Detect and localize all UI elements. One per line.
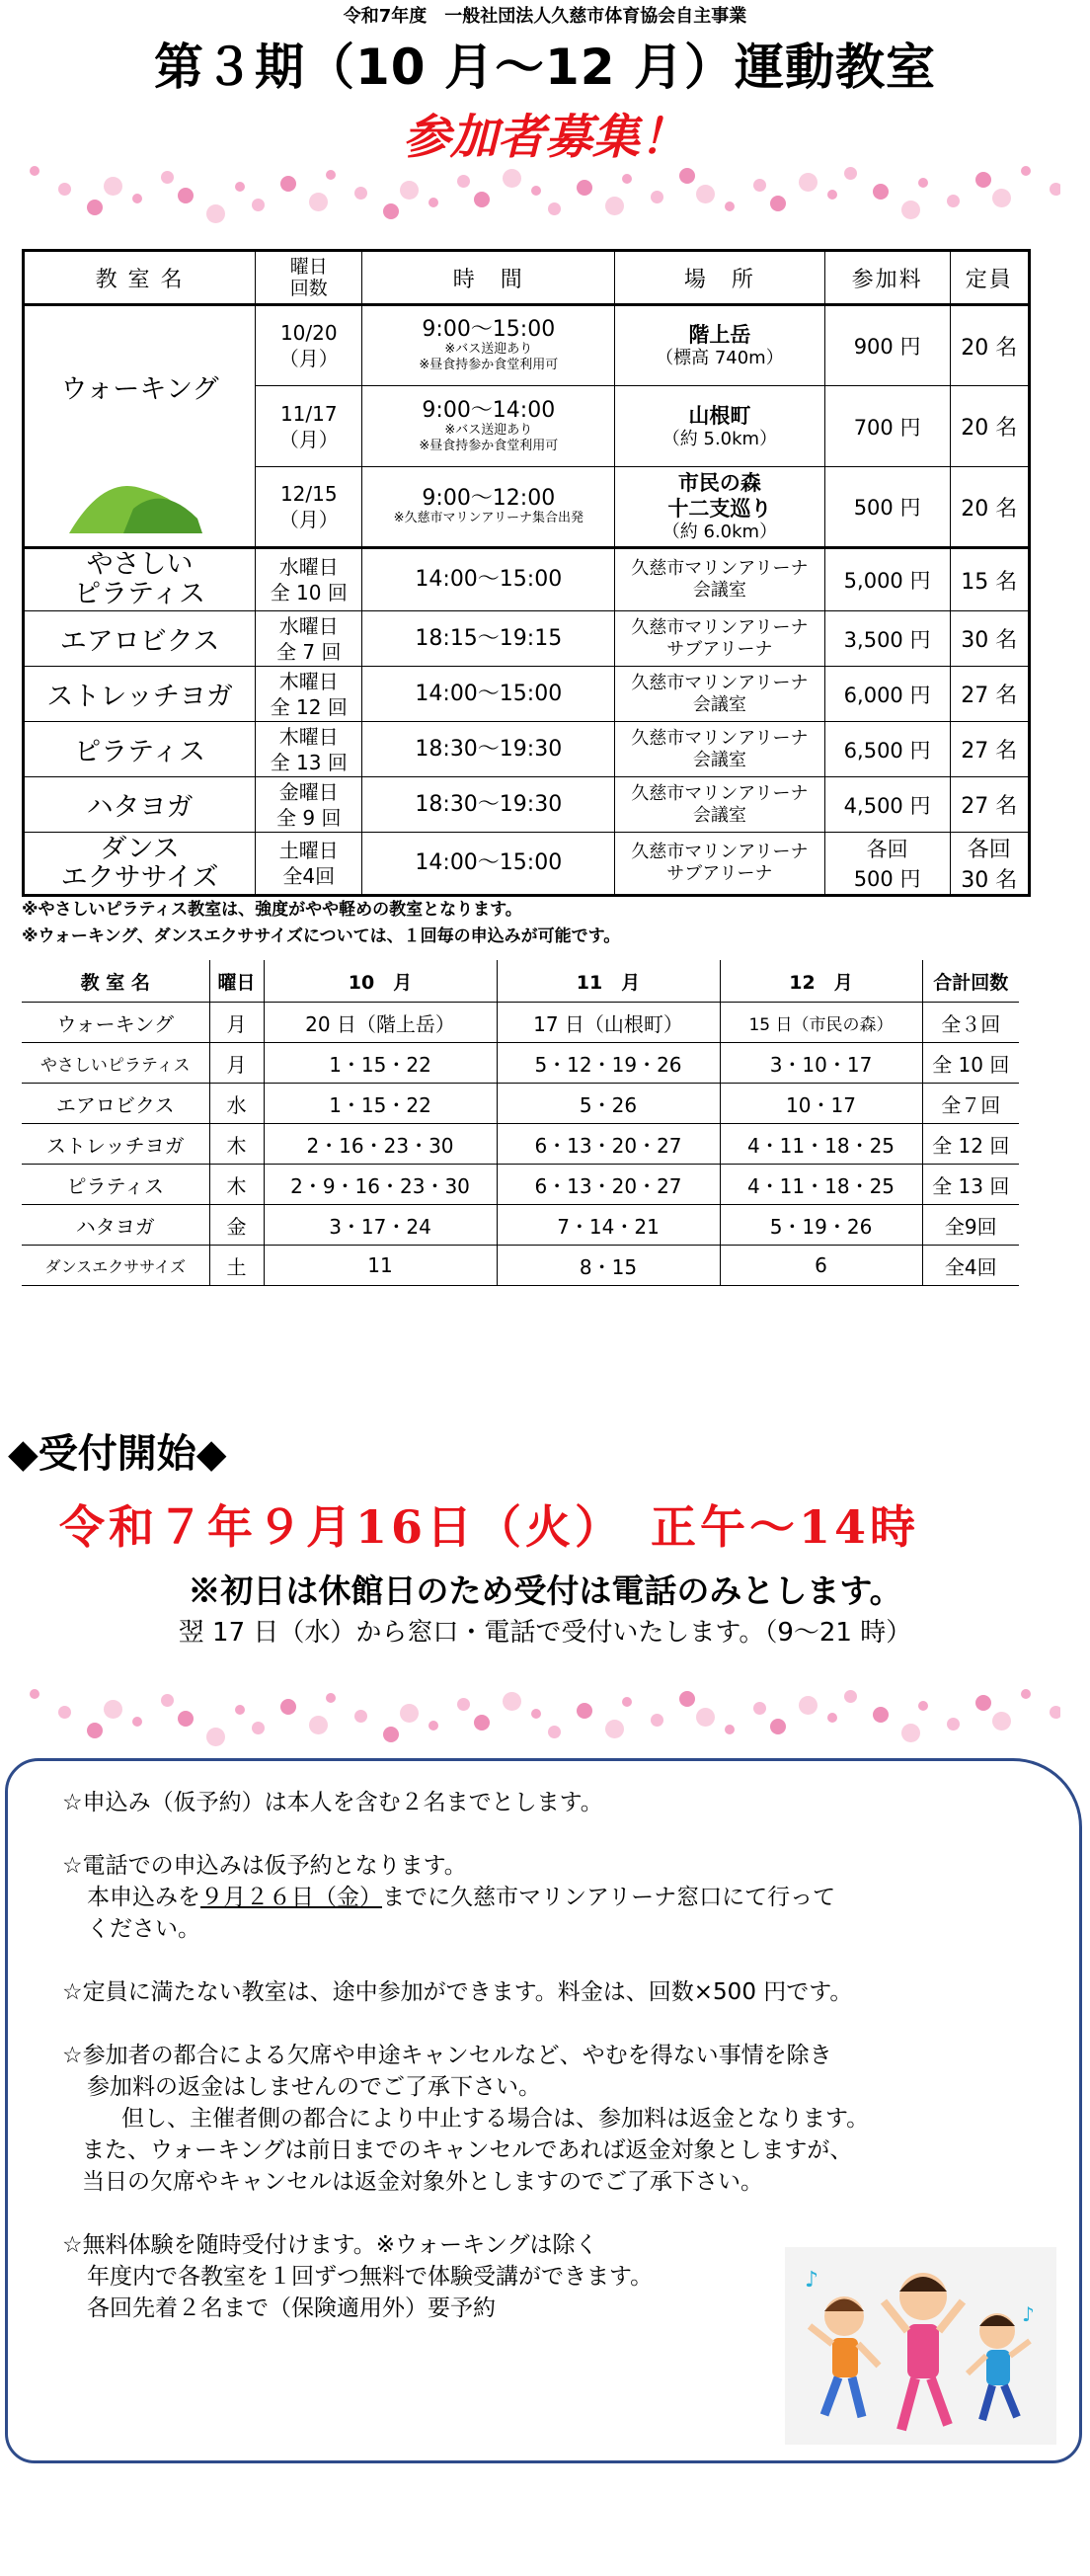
reception-note: ※初日は休館日のため受付は電話のみとします。: [188, 1571, 902, 1610]
flower-icon: [58, 1706, 71, 1719]
flower-icon: [503, 1692, 521, 1711]
table-row: [24, 667, 1030, 722]
info-line: 各回先着２名まで（保険適用外）要予約: [87, 2295, 496, 2321]
cell: 8・15: [497, 1246, 720, 1286]
flower-icon: [947, 1718, 960, 1731]
class-day: 水曜日 全 7 回: [256, 611, 362, 667]
walk1-day: 10/20 （月）: [256, 305, 362, 386]
flower-icon: [770, 1719, 786, 1734]
class-cap: 27 名: [950, 722, 1030, 777]
cell: 1・15・22: [264, 1043, 497, 1084]
class-cap: 27 名: [950, 667, 1030, 722]
cell: 全７回: [922, 1084, 1019, 1124]
cell: 5・26: [497, 1084, 720, 1124]
flower-icon: [1021, 166, 1031, 176]
walking-cell: [24, 305, 256, 548]
flower-icon: [799, 173, 818, 192]
cell: エアロビクス: [22, 1084, 209, 1124]
flower-icon: [206, 1728, 225, 1746]
class-fee: 3,500 円: [824, 611, 950, 667]
flower-icon: [30, 166, 39, 176]
class-name: やさしい ピラティス: [24, 548, 256, 611]
flower-icon: [679, 168, 695, 184]
page-subtitle: 参加者募集！: [402, 110, 687, 165]
flower-icon: [753, 179, 766, 192]
header-org: 令和7年度 一般社団法人久慈市体育協会自主事業: [343, 6, 747, 27]
flower-icon: [992, 1712, 1011, 1731]
class-time: 14:00～15:00: [362, 833, 615, 896]
class-day: 木曜日 全 13 回: [256, 722, 362, 777]
table-row: [24, 833, 1030, 896]
flower-icon: [400, 1704, 419, 1723]
flower-icon: [827, 190, 837, 200]
flower-icon: [844, 167, 857, 180]
cell: 土: [209, 1246, 264, 1286]
walk2-day: 11/17 （月）: [256, 386, 362, 467]
flower-icon: [104, 1700, 122, 1719]
table-row: [24, 305, 1030, 386]
flower-icon: [696, 1708, 715, 1727]
flower-icon: [577, 180, 592, 196]
cell: 6: [720, 1246, 922, 1286]
flower-icon: [474, 192, 490, 207]
info-line: 本申込みを９月２６日（金）までに久慈市マリンアリーナ窓口にて行って: [87, 1885, 836, 1910]
flower-icon: [799, 1696, 818, 1715]
class-place: 久慈市マリンアリーナ 会議室: [615, 777, 824, 833]
cell: 全4回: [922, 1246, 1019, 1286]
class-time: 14:00～15:00: [362, 548, 615, 611]
cell: 3・10・17: [720, 1043, 922, 1084]
walk1-place: 階上岳 （標高 740m）: [615, 305, 824, 386]
flower-icon: [605, 197, 624, 215]
class-place: 久慈市マリンアリーナ サブアリーナ: [615, 611, 824, 667]
table-row: [22, 1246, 1019, 1286]
walk3-place: 市民の森 十二支巡り （約 6.0km）: [615, 467, 824, 548]
info-line: また、ウォーキングは前日までのキャンセルであれば返金対象としますが、: [82, 2137, 853, 2163]
walk2-fee: 700 円: [824, 386, 950, 467]
cell: 月: [209, 1003, 264, 1043]
class-place: 久慈市マリンアリーナ 会議室: [615, 722, 824, 777]
cell: 2・9・16・23・30: [264, 1165, 497, 1205]
flower-icon: [696, 185, 715, 203]
flower-icon: [326, 170, 336, 180]
flower-icon: [280, 1699, 296, 1715]
table-row: [24, 548, 1030, 611]
class-cap: 各回 30 名: [950, 833, 1030, 896]
th2-oct: 10 月: [264, 960, 497, 1003]
info-line: ☆定員に満たない教室は、途中参加ができます。料金は、回数×500 円です。: [62, 1979, 853, 2005]
flower-icon: [354, 187, 367, 200]
class-time: 14:00～15:00: [362, 667, 615, 722]
cell: 全9回: [922, 1205, 1019, 1246]
page-title: 第３期（10 月～12 月）運動教室: [154, 39, 936, 96]
cell: 5・19・26: [720, 1205, 922, 1246]
flower-icon: [918, 178, 928, 188]
cell: 水: [209, 1084, 264, 1124]
flower-icon: [844, 1690, 857, 1703]
info-line: 年度内で各教室を１回ずつ無料で体験受講ができます。: [87, 2264, 654, 2290]
reception-heading: ◆受付開始◆: [8, 1431, 227, 1477]
th-time: 時 間: [362, 251, 615, 305]
flower-icon: [383, 1727, 399, 1742]
cell: 4・11・18・25: [720, 1124, 922, 1165]
th2-dec: 12 月: [720, 960, 922, 1003]
cell: 全３回: [922, 1003, 1019, 1043]
flower-icon: [280, 176, 296, 192]
cell: ピラティス: [22, 1165, 209, 1205]
flower-icon: [548, 202, 561, 215]
class-fee: 6,000 円: [824, 667, 950, 722]
flower-icon: [457, 175, 470, 188]
walk3-time: 9:00～12:00 ※久慈市マリンアリーナ集合出発: [362, 467, 615, 548]
class-day: 金曜日 全 9 回: [256, 777, 362, 833]
walk3-day: 12/15 （月）: [256, 467, 362, 548]
cell: 17 日（山根町）: [497, 1003, 720, 1043]
cell: 月: [209, 1043, 264, 1084]
class-day: 土曜日 全4回: [256, 833, 362, 896]
th2-total: 合計回数: [922, 960, 1019, 1003]
hill-icon: [64, 469, 212, 538]
cell: 20 日（階上岳）: [264, 1003, 497, 1043]
cell: やさしいピラティス: [22, 1043, 209, 1084]
class-cap: 15 名: [950, 548, 1030, 611]
flower-icon: [132, 194, 142, 203]
flower-icon: [679, 1691, 695, 1707]
walk2-place: 山根町 （約 5.0km）: [615, 386, 824, 467]
table-row: [22, 1124, 1019, 1165]
flower-icon: [651, 191, 663, 203]
class-time: 18:30～19:30: [362, 777, 615, 833]
flower-icon: [725, 1725, 735, 1734]
flower-icon: [770, 196, 786, 211]
cell: ダンスエクササイズ: [22, 1246, 209, 1286]
table-row: [22, 1084, 1019, 1124]
flower-icon: [178, 1711, 194, 1727]
flower-icon: [87, 1723, 103, 1738]
svg-text:♪: ♪: [1022, 2302, 1035, 2326]
flower-icon: [457, 1698, 470, 1711]
flower-icon: [132, 1717, 142, 1727]
class-schedule-table: [22, 249, 1031, 897]
flower-icon: [503, 169, 521, 188]
info-line: ☆参加者の都合による欠席や申途キャンセルなど、やむを得ない事情を除き: [62, 2043, 832, 2068]
th-capacity: 定員: [950, 251, 1030, 305]
info-line: ください。: [87, 1916, 200, 1942]
class-name: ピラティス: [24, 722, 256, 777]
flower-icon: [354, 1710, 367, 1723]
flower-icon: [383, 203, 399, 219]
flower-icon: [58, 183, 71, 196]
flower-border-bottom: [30, 1689, 1060, 1748]
cell: ハタヨガ: [22, 1205, 209, 1246]
class-place: 久慈市マリンアリーナ 会議室: [615, 667, 824, 722]
cell: 木: [209, 1165, 264, 1205]
flower-icon: [161, 171, 174, 184]
cell: 15 日（市民の森）: [720, 1003, 922, 1043]
note-line: ※ウォーキング、ダンスエクササイズについては、１回毎の申込みが可能です。: [22, 926, 621, 946]
flower-icon: [901, 201, 920, 219]
info-line: ☆電話での申込みは仮予約となります。: [62, 1853, 467, 1879]
flower-icon: [873, 1707, 889, 1723]
class-cap: 27 名: [950, 777, 1030, 833]
flower-icon: [1050, 1706, 1060, 1719]
reception-date: 令和７年９月16日（火） 正午～14時: [59, 1500, 920, 1554]
class-name: ダンス エクササイズ: [24, 833, 256, 896]
cell: 全 13 回: [922, 1165, 1019, 1205]
flower-icon: [901, 1724, 920, 1742]
flower-icon: [873, 184, 889, 200]
flower-icon: [87, 200, 103, 215]
th2-nov: 11 月: [497, 960, 720, 1003]
flower-icon: [918, 1701, 928, 1711]
class-place: 久慈市マリンアリーナ サブアリーナ: [615, 833, 824, 896]
class-fee: 6,500 円: [824, 722, 950, 777]
flower-icon: [206, 204, 225, 223]
dancing-people-illustration: [785, 2247, 1056, 2445]
flower-icon: [252, 199, 265, 211]
info-line: 参加料の返金はしませんのでご了承下さい。: [87, 2074, 541, 2100]
cell: 5・12・19・26: [497, 1043, 720, 1084]
class-place: 久慈市マリンアリーナ 会議室: [615, 548, 824, 611]
flower-icon: [725, 201, 735, 211]
th2-day: 曜日: [209, 960, 264, 1003]
walk1-cap: 20 名: [950, 305, 1030, 386]
flower-icon: [326, 1693, 336, 1703]
cell: 10・17: [720, 1084, 922, 1124]
flower-border-top: [30, 166, 1060, 225]
flower-icon: [975, 1695, 991, 1711]
cell: 3・17・24: [264, 1205, 497, 1246]
flower-icon: [400, 181, 419, 200]
cell: 6・13・20・27: [497, 1124, 720, 1165]
walk1-fee: 900 円: [824, 305, 950, 386]
class-fee: 各回 500 円: [824, 833, 950, 896]
flower-icon: [428, 1721, 438, 1731]
table-header-row: [22, 960, 1019, 1003]
flower-icon: [30, 1689, 39, 1699]
cell: 11: [264, 1246, 497, 1286]
flower-icon: [235, 182, 245, 192]
flower-icon: [1021, 1689, 1031, 1699]
th-day: 曜日 回数: [256, 251, 362, 305]
table-row: [24, 611, 1030, 667]
flower-icon: [651, 1714, 663, 1727]
flower-icon: [622, 174, 632, 184]
flower-icon: [531, 186, 541, 196]
class-name: ストレッチヨガ: [24, 667, 256, 722]
flower-icon: [1050, 183, 1060, 196]
cell: 全 10 回: [922, 1043, 1019, 1084]
flower-icon: [548, 1726, 561, 1738]
flower-icon: [577, 1703, 592, 1719]
class-time: 18:30～19:30: [362, 722, 615, 777]
cell: 2・16・23・30: [264, 1124, 497, 1165]
class-day: 木曜日 全 12 回: [256, 667, 362, 722]
walk2-time: 9:00～14:00 ※バス送迎あり ※昼食持参か食堂利用可: [362, 386, 615, 467]
info-line: 但し、主催者側の都合により中止する場合は、参加料は返金となります。: [121, 2106, 870, 2132]
flower-icon: [622, 1697, 632, 1707]
cell: ウォーキング: [22, 1003, 209, 1043]
flower-icon: [178, 188, 194, 203]
class-name: ハタヨガ: [24, 777, 256, 833]
th2-class: 教 室 名: [22, 960, 209, 1003]
info-line: ☆無料体験を随時受付けます。※ウォーキングは除く: [62, 2232, 598, 2258]
walk1-time: 9:00～15:00 ※バス送迎あり ※昼食持参か食堂利用可: [362, 305, 615, 386]
table-row: [22, 1205, 1019, 1246]
cell: 金: [209, 1205, 264, 1246]
flower-icon: [531, 1709, 541, 1719]
cell: 4・11・18・25: [720, 1165, 922, 1205]
flower-icon: [753, 1702, 766, 1715]
cell: 全 12 回: [922, 1124, 1019, 1165]
class-fee: 4,500 円: [824, 777, 950, 833]
table-notes: [22, 897, 620, 950]
cell: 7・14・21: [497, 1205, 720, 1246]
info-line: 当日の欠席やキャンセルは返金対象外としますのでご了承下さい。: [82, 2169, 763, 2195]
flower-icon: [309, 193, 328, 211]
flower-icon: [428, 198, 438, 207]
class-day: 水曜日 全 10 回: [256, 548, 362, 611]
walk2-cap: 20 名: [950, 386, 1030, 467]
class-time: 18:15～19:15: [362, 611, 615, 667]
flower-icon: [947, 195, 960, 207]
walk3-cap: 20 名: [950, 467, 1030, 548]
cell: ストレッチヨガ: [22, 1124, 209, 1165]
class-name: エアロビクス: [24, 611, 256, 667]
deadline-date: ９月２６日（金）: [200, 1885, 382, 1910]
th-place: 場 所: [615, 251, 824, 305]
cell: 1・15・22: [264, 1084, 497, 1124]
walking-name: ウォーキング: [60, 373, 219, 405]
date-schedule-table: [22, 960, 1019, 1286]
table-row: [24, 722, 1030, 777]
flower-icon: [474, 1715, 490, 1731]
cell: 木: [209, 1124, 264, 1165]
svg-text:♪: ♪: [805, 2268, 819, 2293]
flower-icon: [252, 1722, 265, 1734]
walk3-fee: 500 円: [824, 467, 950, 548]
flower-icon: [605, 1720, 624, 1738]
th-fee: 参加料: [824, 251, 950, 305]
flower-icon: [309, 1716, 328, 1734]
th-class: 教 室 名: [24, 251, 256, 305]
table-row: [22, 1165, 1019, 1205]
table-row: [24, 777, 1030, 833]
flower-icon: [104, 177, 122, 196]
flower-icon: [235, 1705, 245, 1715]
cell: 6・13・20・27: [497, 1165, 720, 1205]
flower-icon: [992, 189, 1011, 207]
table-row: [22, 1003, 1019, 1043]
flower-icon: [161, 1694, 174, 1707]
note-line: ※やさしいピラティス教室は、強度がやや軽めの教室となります。: [22, 900, 522, 920]
table-row: [22, 1043, 1019, 1084]
info-line: ☆申込み（仮予約）は本人を含む２名までとします。: [62, 1790, 603, 1815]
table-header-row: [24, 251, 1030, 305]
flower-icon: [975, 172, 991, 188]
flower-icon: [827, 1713, 837, 1723]
class-fee: 5,000 円: [824, 548, 950, 611]
class-cap: 30 名: [950, 611, 1030, 667]
reception-sub: 翌 17 日（水）から窓口・電話で受付いたします。（9～21 時）: [178, 1618, 912, 1648]
